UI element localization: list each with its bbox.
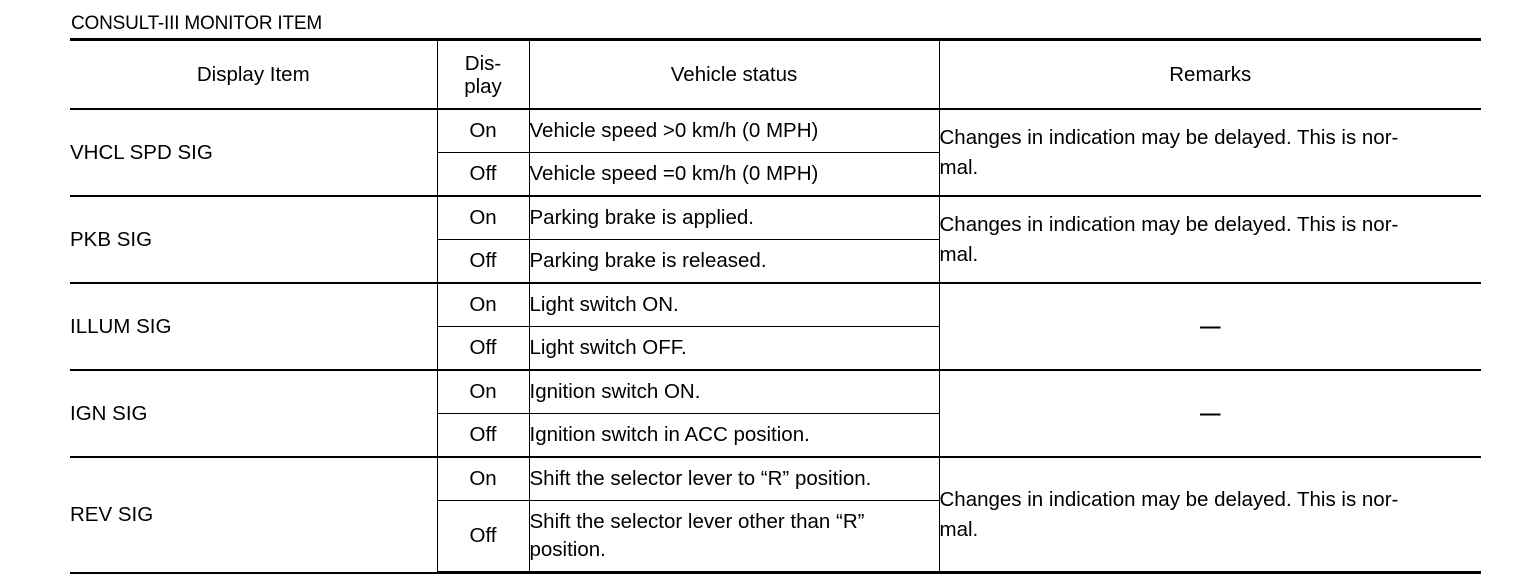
display-value-cell: On <box>437 283 529 327</box>
remarks-cell: — <box>939 283 1481 370</box>
table-row <box>70 283 1481 327</box>
header-row <box>70 40 1481 110</box>
vehicle-status-cell: Shift the selector lever other than “R” position. <box>529 501 939 573</box>
monitor-item-table <box>70 38 1481 574</box>
header-remarks: Remarks <box>939 40 1481 110</box>
header-vehicle-status: Vehicle status <box>529 40 939 110</box>
display-value-cell: Off <box>437 327 529 371</box>
vehicle-status-cell: Parking brake is applied. <box>529 196 939 240</box>
table-row <box>70 196 1481 240</box>
table-row <box>70 457 1481 501</box>
vehicle-status-cell: Ignition switch in ACC position. <box>529 414 939 458</box>
header-display-item: Display Item <box>70 40 437 110</box>
display-value-cell: On <box>437 196 529 240</box>
display-value-cell: On <box>437 109 529 153</box>
table-row <box>70 370 1481 414</box>
remarks-cell: Changes in indication may be delayed. This is nor- mal. <box>939 196 1481 283</box>
display-item-cell: REV SIG <box>70 457 437 573</box>
display-value-cell: On <box>437 370 529 414</box>
header-display: Dis- play <box>437 40 529 110</box>
table-row <box>70 109 1481 153</box>
display-item-cell: PKB SIG <box>70 196 437 283</box>
document-title: CONSULT-III MONITOR ITEM <box>71 13 323 34</box>
vehicle-status-cell: Shift the selector lever to “R” position. <box>529 457 939 501</box>
vehicle-status-cell: Light switch OFF. <box>529 327 939 371</box>
display-item-cell: IGN SIG <box>70 370 437 457</box>
remarks-cell: Changes in indication may be delayed. This is nor- mal. <box>939 457 1481 573</box>
vehicle-status-cell: Vehicle speed =0 km/h (0 MPH) <box>529 153 939 197</box>
vehicle-status-cell: Vehicle speed >0 km/h (0 MPH) <box>529 109 939 153</box>
remarks-cell: Changes in indication may be delayed. This is nor- mal. <box>939 109 1481 196</box>
display-item-cell: ILLUM SIG <box>70 283 437 370</box>
vehicle-status-cell: Parking brake is released. <box>529 240 939 284</box>
display-value-cell: Off <box>437 240 529 284</box>
vehicle-status-cell: Ignition switch ON. <box>529 370 939 414</box>
display-item-cell: VHCL SPD SIG <box>70 109 437 196</box>
display-value-cell: Off <box>437 153 529 197</box>
vehicle-status-cell: Light switch ON. <box>529 283 939 327</box>
display-value-cell: Off <box>437 501 529 573</box>
display-value-cell: Off <box>437 414 529 458</box>
remarks-cell: — <box>939 370 1481 457</box>
display-value-cell: On <box>437 457 529 501</box>
